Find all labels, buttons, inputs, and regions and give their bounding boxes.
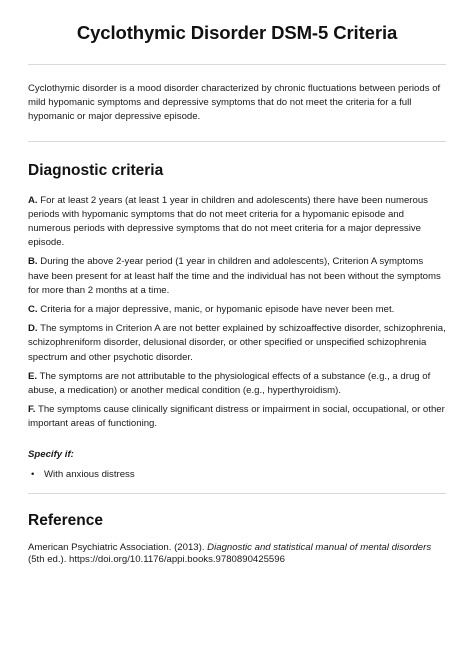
reference-tail: (5th ed.). https://doi.org/10.1176/appi.books.9780890425596 xyxy=(28,554,285,566)
specify-list xyxy=(28,468,446,482)
divider xyxy=(28,493,446,494)
reference-heading: Reference xyxy=(28,511,103,529)
criterion-text: Criteria for a major depressive, manic, or hypomanic episode have never been met. xyxy=(40,304,395,316)
criterion-text: The symptoms cause clinically significant distress or impairment in social, occupational, or other important areas of functioning. xyxy=(28,404,445,430)
bullet-icon: • xyxy=(31,468,35,480)
specify-label: Specify if: xyxy=(28,448,74,460)
reference-author: American Psychiatric Association. (2013). xyxy=(28,541,208,553)
criterion-f xyxy=(28,403,446,431)
criterion-c xyxy=(28,303,446,317)
criterion-b xyxy=(28,255,446,298)
criterion-letter: F. xyxy=(28,404,36,416)
criterion-letter: C. xyxy=(28,304,38,316)
criterion-text: The symptoms are not attributable to the physiological effects of a substance (e.g., a drug of abuse, a medication) or another medical condition (e.g., hyperthyroidism). xyxy=(28,370,431,397)
list-item-text: With anxious distress xyxy=(44,468,135,480)
page-title: Cyclothymic Disorder DSM-5 Criteria xyxy=(76,22,398,43)
criterion-letter: B. xyxy=(28,256,38,268)
diagnostic-criteria-heading: Diagnostic criteria xyxy=(28,161,164,179)
criterion-a xyxy=(28,194,446,251)
divider xyxy=(28,64,446,65)
divider xyxy=(28,141,446,142)
criterion-letter: E. xyxy=(28,370,38,382)
list-item xyxy=(31,468,446,482)
criterion-d xyxy=(28,322,446,365)
criterion-letter: D. xyxy=(28,323,38,335)
reference-citation xyxy=(28,542,446,567)
criterion-text: For at least 2 years (at least 1 year in children and adolescents) there have been numerous periods with hypomanic symptoms that do not meet criteria for a hypomanic episode and numerous periods with depressive symptoms that do not meet criteria for a major depressive episode. xyxy=(28,194,428,249)
criterion-letter: A. xyxy=(28,194,38,206)
intro-paragraph: Cyclothymic disorder is a mood disorder characterized by chronic fluctuations between periods of mild hypomanic symptoms and depressive symptoms that do not meet the criteria for a full hypomanic or major depressive episode. xyxy=(28,83,441,123)
reference-title: Diagnostic and statistical manual of mental disorders xyxy=(207,541,432,553)
criterion-text: During the above 2-year period (1 year in children and adolescents), Criterion A symptoms have been present for at least half the time and the individual has not been without the symptoms for more than 2 months at a time. xyxy=(28,256,441,296)
criterion-text: The symptoms in Criterion A are not better explained by schizoaffective disorder, schizophrenia, schizophreniform disorder, delusional disorder, or other specified or unspecified schizophrenia spectrum and other psychotic disorder. xyxy=(28,323,446,363)
criterion-e xyxy=(28,370,446,398)
